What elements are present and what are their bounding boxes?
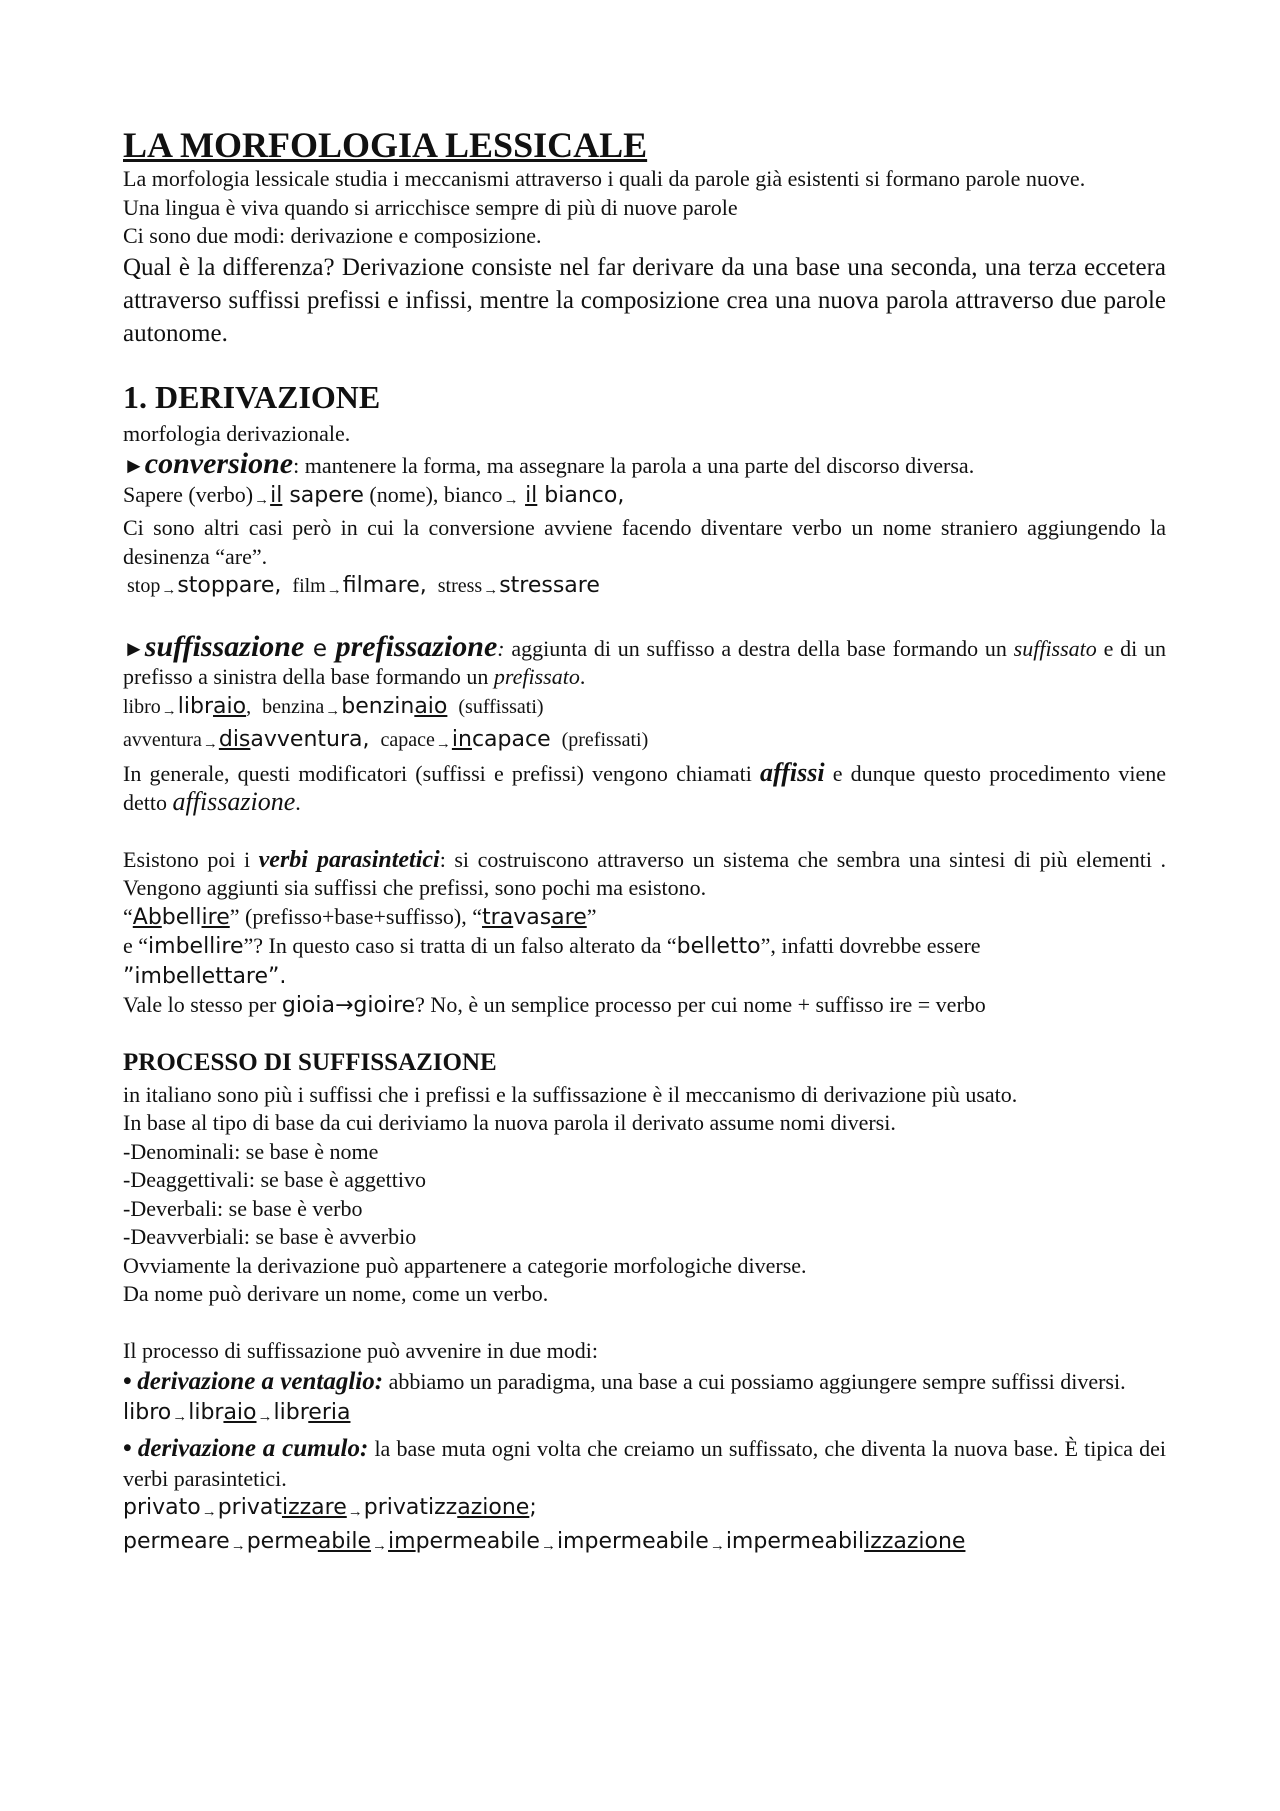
arrow-icon: → [257,1409,273,1425]
suffix-highlight: eria [308,1400,351,1425]
comma: , [246,695,252,718]
arrow-icon: → [325,702,341,719]
suffix-highlight: aio [213,693,247,719]
example-text: il [525,482,538,508]
suffissati-examples [123,692,1166,726]
cumulo-example-2 [123,1527,1166,1561]
example-text: privatizz [363,1495,458,1520]
definition-text: aggiunta di un suffisso a destra della base formando un [504,635,1014,661]
example-text: permeabile [415,1528,540,1554]
prefix-highlight: im [388,1528,416,1554]
conversione-definition [123,447,1166,481]
arrow-icon: → [254,491,270,508]
example-text: stressare [499,573,600,598]
page-title: LA MORFOLOGIA LESSICALE [123,125,648,165]
suffix-highlight: izzazione [864,1528,966,1554]
arrow-icon: → [230,1537,246,1554]
term-conversione: conversione [144,447,294,480]
derivazione-subtitle: morfologia derivazionale. [123,420,351,446]
section-heading-suffissazione: PROCESSO DI SUFFISSAZIONE [123,1048,497,1076]
paragraph-text: Vale lo stesso per [123,992,282,1017]
cumulo-definition [123,1432,1166,1494]
example-text: belletto [676,934,761,959]
ventaglio-example [123,1398,1166,1432]
definition-text: e di un prefisso a sinistra della base formando un [123,635,1166,689]
definition-text: la base muta ogni volta che creiamo un suffissato, che diventa la nuova base. È tipica dei verbi parasintetici. [123,1435,1166,1491]
suffix-highlight: are [551,904,587,930]
example-text: il [270,482,283,508]
example-text: capace [380,729,435,751]
arrow-icon: → [435,736,451,752]
term-ventaglio: derivazione a ventaglio: [137,1368,384,1395]
bullet-dot-icon: • [123,1434,132,1462]
term-cumulo: derivazione a cumulo: [137,1434,369,1462]
prefix-highlight: in [451,727,472,752]
imbellire-paragraph [123,932,1166,991]
prefix-highlight: tra [482,904,514,930]
period: . [295,790,301,815]
term-verbi-parasintetici: verbi parasintetici [258,846,440,873]
example-text: sapere [282,482,364,508]
conversione-straniero: Ci sono altri casi però in cui la conversione avviene facendo diventare verbo un nome straniero aggiungendo la desinenza “are”. [123,515,1166,569]
term-suffissato: suffissato [1013,635,1097,661]
example-text: benzin [341,693,415,719]
example-text: benzina [262,695,325,718]
list-item: -Deverbali: se base è verbo [123,1195,363,1221]
paragraph-text: e “ [123,933,149,958]
arrow-icon: → [483,582,499,598]
triangle-bullet-icon: ► [123,635,145,661]
example-label: ” (prefisso+base+suffisso), “ [229,903,483,929]
affissazione-definition [123,629,1166,692]
example-text: perme [246,1528,318,1554]
arrow-icon: → [540,1537,556,1554]
example-text: stress [437,575,483,597]
example-text: bell [161,904,202,930]
example-text: filmare, [342,573,427,598]
arrow-icon: → [709,1537,725,1554]
example-text: impermeabil [725,1528,865,1554]
example-text: libr [188,1400,224,1425]
term-suffissazione: suffissazione [144,629,305,663]
arrow-icon: → [372,1537,388,1554]
prefix-highlight: dis [218,727,251,752]
suffix-highlight: izzare [281,1495,347,1520]
example-text: stoppare, [177,573,282,598]
affissi-paragraph [123,759,1166,818]
suffix-highlight: ire [201,904,230,930]
parasintetici-examples [123,903,1166,933]
arrow-icon: → [503,491,519,508]
suffissazione-paragraph-4: Da nome può derivare un nome, come un verbo. [123,1281,549,1306]
suffissazione-paragraph-1: in italiano sono più i suffissi che i prefissi e la suffissazione è il meccanismo di derivazione più usato. [123,1081,1018,1107]
suffissazione-paragraph-2: In base al tipo di base da cui deriviamo la nuova parola il derivato assume nomi diversi. [123,1110,896,1135]
conversione-def: : mantenere la forma, ma assegnare la parola a una parte del discorso diversa. [293,453,975,478]
spacer [123,818,1166,846]
example-text: privat [217,1495,282,1520]
example-text: libr [273,1400,309,1425]
conversione-examples [123,481,1166,515]
spacer [123,605,1166,633]
conversione-foreign-examples [123,571,1166,605]
arrow-icon: → [201,1504,217,1520]
intro-paragraph-1: La morfologia lessicale studia i meccanismi attraverso i quali da parole già esistenti si formano parole nuove. [123,166,1086,191]
list-item: -Deavverbiali: se base è avverbio [123,1224,417,1249]
parasintetici-paragraph [123,846,1166,903]
arrow-icon: → [161,702,177,719]
paragraph-text: ”, infatti dovrebbe essere [760,933,981,958]
term-affissazione: affissazione [172,787,296,816]
intro-paragraph-4: Qual è la differenza? Derivazione consiste nel far derivare da una base una seconda, una terza eccetera attraverso suffissi prefissi e infissi, mentre la composizione crea una nuova parola attraverso due parole autonome. [123,253,1166,347]
gioia-paragraph [123,991,1166,1021]
list-item: -Denominali: se base è nome [123,1138,379,1164]
quote: “ [123,903,133,929]
example-label: (prefissati) [561,729,649,751]
list-item: -Deaggettivali: se base è aggettivo [123,1167,426,1192]
example-text: avventura, [250,727,370,752]
example-text: film [292,575,326,597]
intro-paragraph-3: Ci sono due modi: derivazione e composizione. [123,223,542,248]
triangle-bullet-icon: ► [123,453,145,478]
suffix-highlight: aio [414,693,448,719]
example-text: ”imbellettare”. [123,963,287,989]
prefix-highlight: Ab [132,904,162,930]
arrow-icon: → [202,736,218,752]
ventaglio-definition [123,1365,1166,1398]
example-text: libro [123,1400,172,1425]
example-text: libr [177,693,214,719]
bullet-dot-icon: • [123,1368,132,1395]
example-text: Sapere (verbo) [123,481,254,507]
semicolon: ; [529,1495,537,1520]
colon: : [497,635,505,661]
example-text: avventura [123,729,202,751]
quote: ” [586,903,597,929]
example-text: imbellire [148,934,244,959]
conjunction: e [304,635,336,662]
period: . [579,664,586,689]
arrow-icon: → [347,1504,363,1520]
example-text: impermeabile [556,1528,709,1554]
example-text: capace [471,727,551,752]
example-text: gioia→gioire [281,993,416,1018]
paragraph-text: In generale, questi modificatori (suffissi e prefissi) vengono chiamati [123,760,761,786]
example-text: (nome), bianco [363,481,503,507]
example-text: privato [123,1495,201,1520]
modi-paragraph: Il processo di suffissazione può avvenire in due modi: [123,1337,598,1363]
suffix-highlight: azione [457,1495,530,1520]
suffix-highlight: aio [223,1400,257,1425]
example-text: stop [127,575,161,597]
paragraph-text: : si costruiscono attraverso un sistema che sembra una sintesi di più elementi . Vengono aggiunti sia suffissi che prefissi, sono pochi ma esistono. [123,846,1166,900]
intro-paragraph-2: Una lingua è viva quando si arricchisce sempre di più di nuove parole [123,194,738,220]
suffissazione-paragraph-3: Ovviamente la derivazione può appartenere a categorie morfologiche diverse. [123,1252,807,1278]
example-text: bianco, [537,482,625,508]
arrow-icon: → [326,582,342,598]
document-page [123,125,1166,1560]
example-label: (suffissati) [458,695,544,718]
prefissati-examples [123,725,1166,759]
arrow-icon: → [172,1409,188,1425]
arrow-icon: → [161,582,177,598]
paragraph-text: ”? In questo caso si tratta di un falso alterato da “ [243,933,677,958]
definition-text: abbiamo un paradigma, una base a cui possiamo aggiungere sempre suffissi diversi. [383,1369,1126,1394]
paragraph-text: e dunque questo procedimento viene detto [123,760,1166,815]
cumulo-example-1 [123,1493,1166,1527]
term-affissi: affissi [760,757,825,787]
suffix-highlight: abile [317,1528,372,1554]
paragraph-text: Esistono poi i [123,846,259,872]
paragraph-text: ? No, è un semplice processo per cui nome + suffisso ire = verbo [415,992,986,1017]
example-text: vas [513,904,552,930]
section-heading-derivazione: 1. DERIVAZIONE [123,378,381,415]
spacer [123,1309,1166,1337]
example-text: libro [123,695,161,718]
term-prefissazione: prefissazione [335,629,498,663]
term-prefissato: prefissato [493,664,580,689]
example-text: permeare [123,1528,230,1554]
